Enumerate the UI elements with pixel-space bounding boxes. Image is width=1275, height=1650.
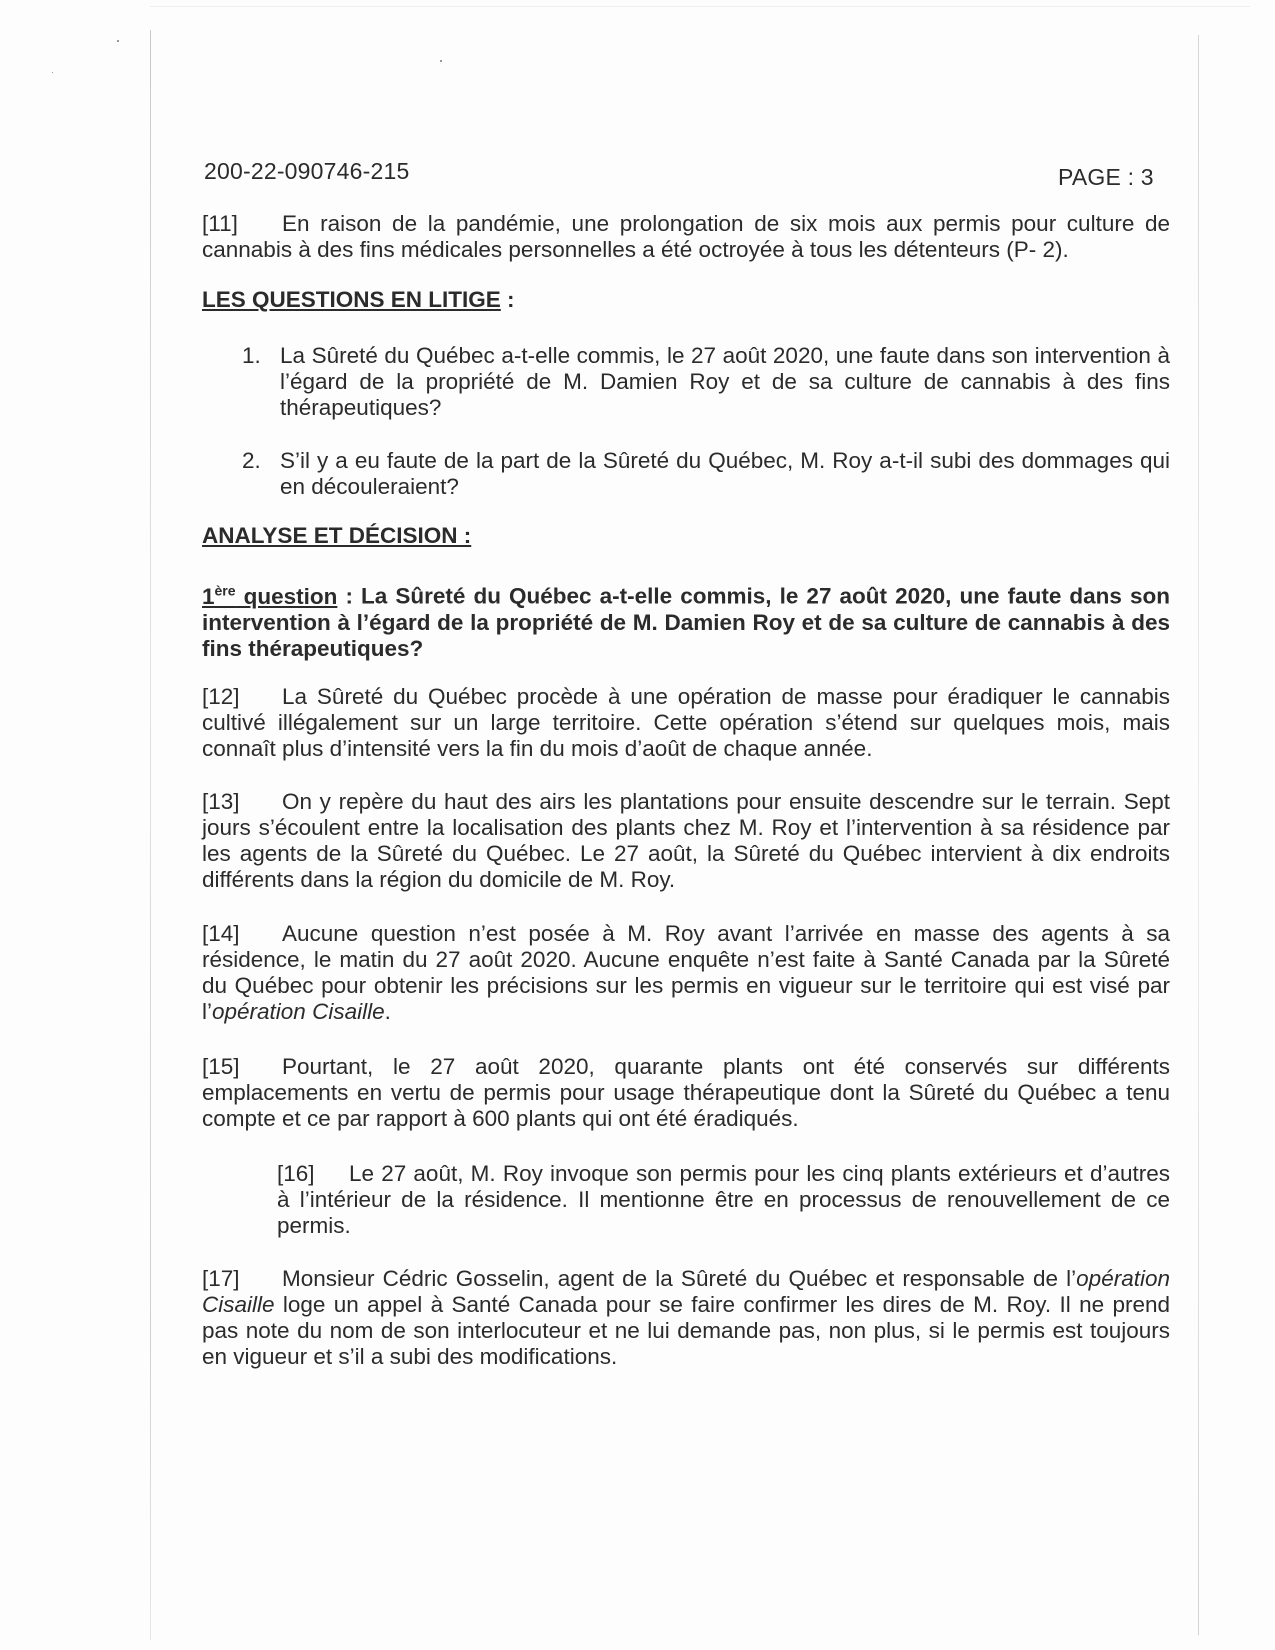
paragraph-text: En raison de la pandémie, une prolongation de six mois aux permis pour culture de cannabis à des fins médicales personnelles a été octroyée à tous les détenteurs (P- 2). — [202, 211, 1170, 262]
paragraph-text: Monsieur Cédric Gosselin, agent de la Sûreté du Québec et responsable de l’ — [282, 1266, 1077, 1291]
heading-title: ANALYSE ET DÉCISION : — [202, 523, 472, 548]
list-item — [242, 448, 1170, 500]
list-item — [242, 343, 1170, 421]
scan-speck — [440, 60, 442, 62]
operation-name: opération Cisaille — [212, 999, 385, 1024]
paragraph-number: [15] — [202, 1054, 240, 1079]
paragraph-number: [17] — [202, 1266, 240, 1291]
paragraph-text: Le 27 août, M. Roy invoque son permis pour les cinq plants extérieurs et d’autres à l’intérieur de la résidence. Il mentionne être en processus de renouvellement de ce permis. — [277, 1161, 1170, 1238]
paragraph-text: La Sûreté du Québec procède à une opération de masse pour éradiquer le cannabis cultivé illégalement sur un large territoire. Cette opération s’étend sur quelques mois, mais connaît plus d’intensité vers la fin du mois d’août de chaque année. — [202, 684, 1170, 761]
scan-speck — [117, 40, 119, 42]
list-marker: 2. — [242, 448, 261, 473]
scan-edge-right — [1198, 35, 1199, 1635]
paragraph-number: [13] — [202, 789, 240, 814]
section-heading-analysis — [202, 523, 471, 549]
paragraph-number: [12] — [202, 684, 240, 709]
paragraph-14: [14] Aucune question n’est posée à M. Roy avant l’arrivée en masse des agents à sa résidence, le matin du 27 août 2020. Aucune enquête n’est faite à Santé Canada par la Sûreté du Québec pour obtenir les précisions sur les permis en vigueur sur le territoire qui est visé par l’opération Cisaille. — [202, 921, 1170, 1024]
paragraph-text: Pourtant, le 27 août 2020, quarante plants ont été conservés sur différents emplacements en vertu de permis pour usage thérapeutique dont la Sûreté du Québec a tenu compte et ce par rapport à 600 plants qui ont été éradiqués. — [202, 1054, 1170, 1131]
scan-edge-left — [150, 30, 151, 1640]
scan-speck — [52, 72, 53, 73]
paragraph-17: [17] Monsieur Cédric Gosselin, agent de la Sûreté du Québec et responsable de l’opération Cisaille loge un appel à Santé Canada pour se faire confirmer les dires de M. Roy. Il ne prend pas note du nom de son interlocuteur et ne lui demande pas, non plus, si le permis est toujours en vigueur et s’il a subi des modifications. — [202, 1266, 1170, 1369]
paragraph-13 — [202, 789, 1170, 893]
list-item-text: La Sûreté du Québec a-t-elle commis, le 27 août 2020, une faute dans son intervention à l’égard de la propriété de M. Damien Roy et de sa culture de cannabis à des fins thérapeutiques? — [280, 343, 1170, 420]
paragraph-12 — [202, 684, 1170, 762]
paragraph-15 — [202, 1054, 1170, 1132]
paragraph-text: On y repère du haut des airs les plantations pour ensuite descendre sur le terrain. Sept jours s’écoulent entre la localisation des plants chez M. Roy et l’intervention à sa résidence par les agents de la Sûreté du Québec. Le 27 août, la Sûreté du Québec intervient à dix endroits différents dans la région du domicile de M. Roy. — [202, 789, 1170, 892]
file-number: 200-22-090746-215 — [204, 158, 410, 184]
heading-suffix: : — [500, 287, 515, 312]
operation-name: opération Cisaille — [202, 1266, 1170, 1317]
paragraph-text: Aucune question n’est posée à M. Roy avant l’arrivée en masse des agents à sa résidence, le matin du 27 août 2020. Aucune enquête n’est faite à Santé Canada par la Sûreté du Québec pour obtenir les précisions sur les permis en vigueur sur le territoire qui est visé par l’ — [202, 921, 1170, 1024]
first-question-block — [202, 577, 1170, 662]
question-text: : La Sûreté du Québec a-t-elle commis, le 27 août 2020, une faute dans son intervention à l’égard de la propriété de M. Damien Roy et de sa culture de cannabis à des fins thérapeutiques? — [202, 583, 1170, 661]
paragraph-16 — [277, 1161, 1170, 1239]
scan-edge-top — [150, 6, 1250, 7]
question-label: 1ère question — [202, 582, 338, 609]
list-item-text: S’il y a eu faute de la part de la Sûreté du Québec, M. Roy a-t-il subi des dommages qui en découleraient? — [280, 448, 1170, 499]
page-number: PAGE : 3 — [1058, 164, 1154, 190]
heading-title: LES QUESTIONS EN LITIGE — [202, 287, 501, 312]
list-marker: 1. — [242, 343, 261, 368]
paragraph-11 — [202, 211, 1170, 263]
section-heading-questions — [202, 287, 515, 313]
paragraph-number: [16] — [277, 1161, 315, 1186]
paragraph-number: [14] — [202, 921, 240, 946]
paragraph-number: [11] — [202, 211, 238, 236]
